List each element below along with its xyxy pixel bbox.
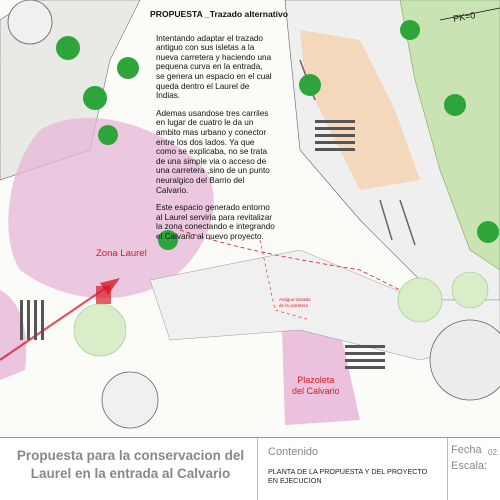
old-alignment-label: Antiguo trazado de la carretera [279,297,311,308]
proposal-note [150,10,300,249]
note-title: PROPUESTA _Trazado alternativo [150,9,289,19]
note-paragraph: Este espacio generado entorno al Laurel serviria para revitalizar la zona conectando e integrando el Calvario al nuevo proyecto. [156,203,275,241]
note-paragraph: Ademas usandose tres carriles en lugar de cuatro le da un ambito mas urbano y conector entre los dos lados. Ya que como se explicaba, no se trata de una simple via o acceso de una carretera ,sino de un punto neuralgico del Barrio del Calvario. [156,108,270,195]
divider [447,438,448,500]
scale-label: Escala: [451,460,488,472]
project-title: Propuesta para la conservacion del Laurel en la entrada al Calvario [16,448,245,481]
pk-label: PK=0 [452,10,476,24]
content-heading: Contenido [268,446,319,458]
divider [257,438,258,500]
title-block [0,437,500,500]
note-paragraph: Intentando adaptar el trazado antiguo con sus isletas a la nueva carretera y haciendo una pequena curva en la entrada, se genera un espacio en el cual queda dentro el Laurel de Indias. [156,33,272,101]
zona-laurel-label: Zona Laurel [96,248,147,259]
plazoleta-label: Plazoleta del Calvario [292,375,340,396]
date-label: Fecha [451,444,482,456]
content-text: PLANTA DE LA PROPUESTA Y DEL PROYECTO EN EJECUCION [268,467,428,485]
date-value: 02. [488,448,500,457]
